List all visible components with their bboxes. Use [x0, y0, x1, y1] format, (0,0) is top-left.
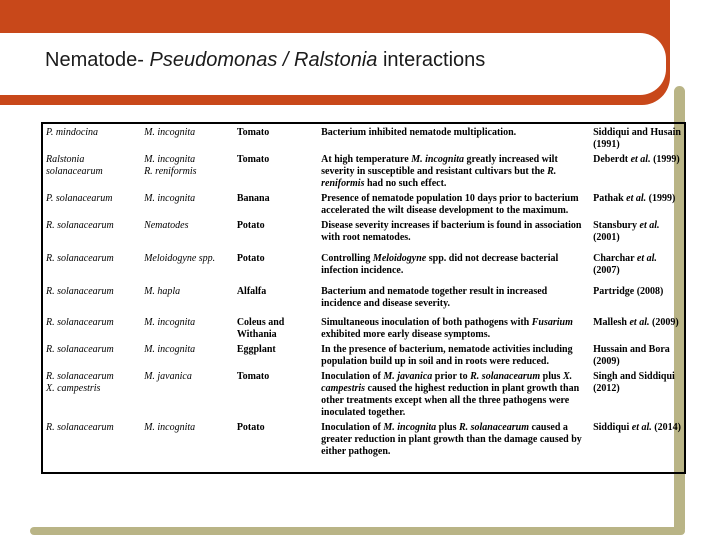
- effect-cell: [318, 217, 590, 244]
- effect-cell-text: M. incognita: [411, 154, 465, 165]
- table-row: [42, 419, 685, 473]
- host-cell-line: Eggplant: [236, 344, 276, 355]
- effect-cell-text: Simultaneous inoculation of both pathogens with: [321, 317, 532, 328]
- host-cell-line: Tomato: [236, 154, 270, 165]
- reference-cell: [590, 310, 685, 341]
- effect-cell: [318, 310, 590, 341]
- effect-cell-text: Controlling: [321, 253, 373, 264]
- host-cell: [234, 310, 318, 341]
- host-cell: [234, 123, 318, 151]
- bacterium-cell-line: Ralstonia solanacearum: [46, 154, 103, 177]
- host-cell: [234, 368, 318, 419]
- effect-cell: [318, 190, 590, 217]
- table-row: [42, 190, 685, 217]
- effect-cell-text: R. reniformis: [321, 166, 557, 189]
- bacterium-cell: [42, 190, 141, 217]
- table-row: [42, 277, 685, 310]
- effect-cell-text: Bacterium and nematode together result in increased incidence and disease severity.: [321, 286, 548, 309]
- reference-cell-text: et al.: [639, 220, 660, 231]
- reference-cell: [590, 368, 685, 419]
- reference-cell-text: (2001): [593, 232, 620, 243]
- slide-title: [45, 49, 485, 72]
- effect-cell-text: plus: [436, 422, 459, 433]
- reference-cell-text: (2009): [649, 317, 679, 328]
- effect-cell-text: caused a greater reduction in plant growth than the damage caused by either pathogen.: [321, 422, 582, 457]
- nematode-cell-line: M. javanica: [144, 371, 192, 382]
- effect-cell-text: spp. did not decrease bacterial infection incidence.: [321, 253, 559, 276]
- effect-cell-text: In the presence of bacterium, nematode activities including population build up in soil and in roots were reduced.: [321, 344, 573, 367]
- reference-cell-text: et al.: [630, 154, 651, 165]
- effect-cell: [318, 277, 590, 310]
- table-row: [42, 217, 685, 244]
- bacterium-cell: [42, 244, 141, 277]
- reference-cell-text: Charchar: [593, 253, 637, 264]
- nematode-cell: [141, 310, 234, 341]
- effect-cell-text: R. solanacearum: [470, 371, 541, 382]
- nematode-cell-line: M. incognita: [144, 422, 196, 433]
- host-cell: [234, 244, 318, 277]
- table-row: [42, 368, 685, 419]
- effect-cell-text: Presence of nematode population 10 days prior to bacterium accelerated the wilt disease development to the maximum.: [321, 193, 579, 216]
- nematode-cell: [141, 419, 234, 473]
- nematode-cell-line: R. reniformis: [144, 166, 197, 177]
- host-cell-line: Potato: [236, 253, 265, 264]
- reference-cell-text: Singh and Siddiqui (2012): [593, 371, 675, 394]
- effect-cell: [318, 123, 590, 151]
- bacterium-cell-line: R. solanacearum: [46, 253, 114, 264]
- nematode-cell: [141, 123, 234, 151]
- effect-cell-text: Inoculation of: [321, 371, 384, 382]
- bacterium-cell-line: R. solanacearum: [46, 286, 114, 297]
- interactions-table: [41, 122, 686, 474]
- reference-cell-text: (1999): [650, 154, 680, 165]
- host-cell: [234, 419, 318, 473]
- host-cell-line: Alfalfa: [236, 286, 267, 297]
- nematode-cell-line: M. incognita: [144, 193, 196, 204]
- host-cell: [234, 151, 318, 190]
- nematode-cell: [141, 277, 234, 310]
- nematode-cell: [141, 217, 234, 244]
- bacterium-cell: [42, 419, 141, 473]
- reference-cell-text: (1999): [646, 193, 676, 204]
- reference-cell: [590, 190, 685, 217]
- bacterium-cell: [42, 341, 141, 368]
- effect-cell: [318, 151, 590, 190]
- host-cell-line: Tomato: [236, 127, 270, 138]
- bacterium-cell: [42, 368, 141, 419]
- reference-cell-text: (2007): [593, 265, 620, 276]
- reference-cell: [590, 419, 685, 473]
- nematode-cell: [141, 368, 234, 419]
- host-cell-line: Coleus and Withania: [236, 317, 285, 340]
- reference-cell-text: Pathak: [593, 193, 627, 204]
- reference-cell-text: Hussain and Bora (2009): [593, 344, 670, 367]
- effect-cell-text: M. incognita: [383, 422, 437, 433]
- host-cell: [234, 217, 318, 244]
- effect-cell-text: greatly increased wilt severity in susceptible and resistant cultivars but the: [321, 154, 558, 177]
- bacterium-cell: [42, 217, 141, 244]
- reference-cell: [590, 341, 685, 368]
- host-cell-line: Tomato: [236, 371, 270, 382]
- bacterium-cell-line: X. campestris: [46, 383, 101, 394]
- nematode-cell-line: M. incognita: [144, 154, 196, 165]
- bacterium-cell-line: R. solanacearum: [46, 422, 114, 433]
- reference-cell: [590, 151, 685, 190]
- bacterium-cell-line: R. solanacearum: [46, 317, 114, 328]
- title-part-2: Pseudomonas / Ralstonia: [149, 49, 378, 71]
- nematode-cell: [141, 244, 234, 277]
- host-cell-line: Potato: [236, 422, 265, 433]
- table-row: [42, 123, 685, 151]
- bacterium-cell: [42, 123, 141, 151]
- nematode-cell: [141, 151, 234, 190]
- effect-cell-text: Inoculation of: [321, 422, 384, 433]
- reference-cell: [590, 244, 685, 277]
- effect-cell-text: At high temperature: [321, 154, 412, 165]
- reference-cell-text: Deberdt: [593, 154, 631, 165]
- effect-cell-text: R. solanacearum: [458, 422, 529, 433]
- reference-cell-text: et al.: [626, 193, 647, 204]
- effect-cell: [318, 341, 590, 368]
- effect-cell: [318, 368, 590, 419]
- bacterium-cell-line: R. solanacearum: [46, 220, 114, 231]
- effect-cell-text: Bacterium inhibited nematode multiplication.: [321, 127, 517, 138]
- effect-cell-text: X. campestris: [321, 371, 573, 394]
- reference-cell: [590, 277, 685, 310]
- reference-cell-text: et al.: [629, 317, 650, 328]
- reference-cell-text: Partridge (2008): [593, 286, 664, 297]
- host-cell-line: Potato: [236, 220, 265, 231]
- effect-cell: [318, 244, 590, 277]
- reference-cell-text: Stansbury: [593, 220, 640, 231]
- bacterium-cell-line: P. mindocina: [46, 127, 99, 138]
- reference-cell-text: Mallesh: [593, 317, 630, 328]
- reference-cell-text: Siddiqui: [593, 422, 632, 433]
- effect-cell-text: caused the highest reduction in plant growth than other treatments except when all the three pathogens were inoculated together.: [321, 383, 580, 418]
- table-row: [42, 310, 685, 341]
- host-cell-line: Banana: [236, 193, 270, 204]
- bacterium-cell-line: R. solanacearum: [46, 371, 114, 382]
- nematode-cell-line: M. incognita: [144, 127, 196, 138]
- effect-cell-text: plus: [540, 371, 563, 382]
- nematode-cell-line: M. hapla: [144, 286, 181, 297]
- host-cell: [234, 277, 318, 310]
- bacterium-cell: [42, 277, 141, 310]
- table-row: [42, 341, 685, 368]
- host-cell: [234, 341, 318, 368]
- effect-cell: [318, 419, 590, 473]
- bacterium-cell-line: P. solanacearum: [46, 193, 113, 204]
- effect-cell-text: Fusarium: [531, 317, 573, 328]
- host-cell: [234, 190, 318, 217]
- effect-cell-text: Disease severity increases if bacterium is found in association with root nematodes.: [321, 220, 582, 243]
- reference-cell-text: et al.: [631, 422, 652, 433]
- table-row: [42, 244, 685, 277]
- nematode-cell-line: Nematodes: [144, 220, 189, 231]
- reference-cell: [590, 217, 685, 244]
- nematode-cell-line: M. incognita: [144, 344, 196, 355]
- effect-cell-text: prior to: [432, 371, 471, 382]
- effect-cell-text: M. javanica: [383, 371, 433, 382]
- reference-cell-text: (2014): [651, 422, 681, 433]
- bacterium-cell: [42, 151, 141, 190]
- effect-cell-text: Meloidogyne: [372, 253, 427, 264]
- title-part-3: interactions: [377, 49, 486, 71]
- nematode-cell: [141, 190, 234, 217]
- decorative-bottom-bar: [30, 527, 685, 535]
- title-part-1: Nematode-: [45, 49, 150, 71]
- reference-cell-text: Siddiqui and Husain (1991): [593, 127, 681, 150]
- reference-cell-text: et al.: [636, 253, 657, 264]
- nematode-cell-line: Meloidogyne spp.: [144, 253, 216, 264]
- bacterium-cell: [42, 310, 141, 341]
- nematode-cell-line: M. incognita: [144, 317, 196, 328]
- effect-cell-text: exhibited more early disease symptoms.: [321, 329, 491, 340]
- effect-cell-text: had no such effect.: [364, 178, 447, 189]
- bacterium-cell-line: R. solanacearum: [46, 344, 114, 355]
- table-body: [42, 123, 685, 473]
- reference-cell: [590, 123, 685, 151]
- nematode-cell: [141, 341, 234, 368]
- table-row: [42, 151, 685, 190]
